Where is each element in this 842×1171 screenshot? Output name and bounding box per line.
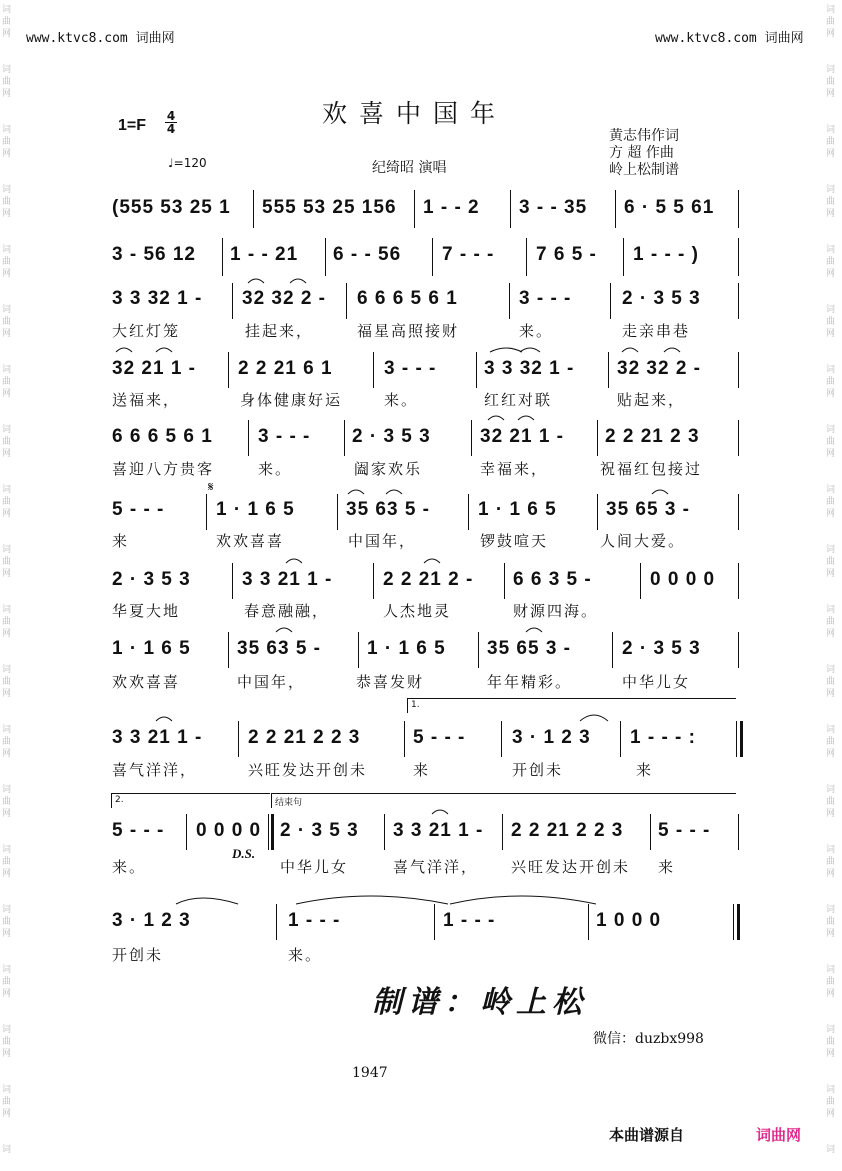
measure: 7 6 5 -: [536, 244, 597, 265]
watermark-char: 词: [826, 425, 836, 435]
measure: 3 - - 35: [519, 197, 588, 218]
measure: 32 21 1 -: [112, 358, 196, 379]
slur: [290, 279, 306, 283]
measure: 2 2 21 6 1: [238, 358, 333, 379]
volta-2-label: 2.: [115, 795, 124, 805]
watermark-char: 网: [2, 89, 12, 99]
measure: 3 3 32 1 -: [484, 358, 575, 379]
segno-sign: 𝄋: [208, 480, 214, 495]
watermark-char: 曲: [2, 137, 12, 147]
slur: [450, 896, 596, 904]
slur: [518, 416, 534, 420]
slur: [622, 348, 638, 352]
measure: 2 · 3 5 3: [622, 288, 701, 309]
watermark-char: 曲: [2, 437, 12, 447]
singer-credit: 纪绮昭 演唱: [372, 160, 447, 176]
watermark-char: 词: [826, 1025, 836, 1035]
lyric-line: 锣鼓喧天: [480, 532, 549, 550]
header-url-left[interactable]: www.ktvc8.com 词曲网: [26, 31, 175, 46]
volta-1-label: 1.: [411, 700, 420, 710]
lyric-line: 来。: [519, 322, 554, 340]
lyric-line: 送福来，: [112, 391, 181, 409]
measure: 35 63 5 -: [237, 638, 321, 659]
lyric-line: 春意融融，: [244, 602, 330, 620]
slur: [248, 279, 264, 283]
lyric-line: 阖家欢乐: [354, 460, 423, 478]
watermark-char: 曲: [826, 1037, 836, 1047]
watermark-char: 网: [2, 809, 12, 819]
watermark-char: 词: [826, 905, 836, 915]
ending-label: 结束句: [275, 798, 303, 808]
watermark-char: 词: [2, 845, 12, 855]
arranger-signature: 制谱：岭上松: [372, 985, 588, 1020]
lyric-line: 来: [413, 761, 431, 779]
lyric-line: 兴旺发达开创未: [511, 858, 631, 876]
page-number: 1947: [352, 1065, 388, 1081]
measure: 3 3 21 1 -: [393, 820, 484, 841]
watermark-char: 词: [826, 965, 836, 975]
watermark-char: 网: [826, 629, 836, 639]
watermark-char: 词: [2, 665, 12, 675]
watermark-char: 网: [2, 29, 12, 39]
lyric-line: 喜气洋洋，: [112, 761, 198, 779]
lyric-line: 喜气洋洋，: [393, 858, 479, 876]
measure: 3 3 32 1 -: [112, 288, 203, 309]
slur: [116, 348, 132, 352]
measure: 1 - - -: [443, 910, 496, 931]
watermark-char: 曲: [826, 1097, 836, 1107]
watermark-char: 曲: [2, 377, 12, 387]
watermark-char: 词: [826, 665, 836, 675]
watermark-char: 曲: [2, 197, 12, 207]
measure: 6 6 6 5 6 1: [112, 426, 213, 447]
watermark-char: 网: [2, 989, 12, 999]
slur: [156, 717, 172, 721]
watermark-char: 曲: [826, 197, 836, 207]
watermark-char: 曲: [826, 17, 836, 27]
time-signature-top: 4: [166, 109, 176, 123]
measure: 0 0 0 0: [650, 569, 716, 590]
tempo-marking: ♩=120: [168, 156, 207, 170]
watermark-char: 词: [2, 1085, 12, 1095]
watermark-char: 词: [826, 125, 836, 135]
watermark-char: 网: [826, 809, 836, 819]
watermark-char: 词: [2, 965, 12, 975]
lyric-line: 恭喜发财: [356, 673, 425, 691]
watermark-char: 曲: [826, 857, 836, 867]
lyric-line: 来。: [384, 391, 419, 409]
measure: 1 · 1 6 5: [478, 499, 557, 520]
watermark-char: 网: [826, 209, 836, 219]
slur: [296, 896, 448, 904]
lyric-line: 人间大爱。: [600, 532, 686, 550]
slur: [348, 490, 364, 494]
watermark-char: 曲: [826, 317, 836, 327]
watermark-char: 曲: [2, 917, 12, 927]
measure: 32 21 1 -: [480, 426, 564, 447]
measure: 2 · 3 5 3: [352, 426, 431, 447]
measure: 555 53 25 156: [262, 197, 397, 218]
watermark-char: 词: [826, 485, 836, 495]
lyric-line: 财源四海。: [513, 602, 599, 620]
watermark-char: 曲: [2, 1097, 12, 1107]
lyric-line: 来。: [288, 946, 323, 964]
measure: 32 32 2 -: [617, 358, 701, 379]
watermark-char: 曲: [826, 677, 836, 687]
watermark-char: 词: [826, 725, 836, 735]
slur: [276, 628, 292, 632]
watermark-char: 网: [2, 689, 12, 699]
measure: 5 - - -: [112, 820, 165, 841]
watermark-char: 曲: [826, 77, 836, 87]
watermark-char: 曲: [826, 497, 836, 507]
watermark-char: 网: [2, 149, 12, 159]
watermark-char: 词: [826, 605, 836, 615]
watermark-char: 词: [2, 425, 12, 435]
watermark-char: 词: [2, 125, 12, 135]
slur: [386, 490, 402, 494]
watermark-char: 词: [826, 1145, 836, 1155]
key-signature: 1=F: [118, 117, 147, 134]
watermark-char: 网: [2, 929, 12, 939]
watermark-char: 曲: [2, 317, 12, 327]
watermark-char: 曲: [2, 557, 12, 567]
lyric-line: 开创未: [512, 761, 564, 779]
watermark-char: 曲: [826, 437, 836, 447]
slur: [526, 628, 542, 632]
lyric-line: 欢欢喜喜: [112, 673, 181, 691]
slur: [652, 490, 668, 494]
lyric-line: 欢欢喜喜: [216, 532, 285, 550]
measure: 2 · 3 5 3: [622, 638, 701, 659]
measure: 2 · 3 5 3: [280, 820, 359, 841]
measure: 1 · 1 6 5: [112, 638, 191, 659]
slur: [432, 810, 448, 814]
measure: 1 - - - :: [630, 727, 696, 748]
watermark-char: 网: [826, 749, 836, 759]
slur: [520, 348, 540, 352]
watermark-char: 网: [2, 389, 12, 399]
measure: 3 - - -: [519, 288, 572, 309]
measure: 6 6 6 5 6 1: [357, 288, 458, 309]
slur: [580, 715, 608, 721]
watermark-char: 网: [826, 869, 836, 879]
watermark-char: 曲: [826, 797, 836, 807]
measure: 5 - - -: [658, 820, 711, 841]
watermark-char: 曲: [826, 977, 836, 987]
watermark-char: 网: [826, 509, 836, 519]
watermark-char: 网: [2, 1109, 12, 1119]
watermark-char: 曲: [2, 17, 12, 27]
watermark-char: 网: [2, 509, 12, 519]
lyric-line: 中国年，: [348, 532, 417, 550]
watermark-char: 曲: [2, 257, 12, 267]
watermark-char: 网: [2, 869, 12, 879]
watermark-char: 词: [826, 845, 836, 855]
watermark-char: 词: [826, 65, 836, 75]
measure: 35 65 3 -: [487, 638, 571, 659]
lyric-line: 大红灯笼: [112, 322, 181, 340]
measure: 6 6 3 5 -: [513, 569, 592, 590]
watermark-char: 词: [2, 305, 12, 315]
watermark-char: 网: [826, 929, 836, 939]
measure: 3 - - -: [258, 426, 311, 447]
wechat-contact: 微信：duzbx998: [593, 1031, 704, 1047]
watermark-char: 网: [2, 629, 12, 639]
lyric-line: 走亲串巷: [622, 322, 691, 340]
lyric-line: 兴旺发达开创未: [248, 761, 368, 779]
song-title: 欢喜中国年: [322, 99, 508, 128]
watermark-char: 网: [826, 329, 836, 339]
watermark-char: 词: [2, 485, 12, 495]
composer-credit: 方 超 作曲: [609, 145, 674, 161]
watermark-char: 网: [826, 689, 836, 699]
measure: 5 - - -: [413, 727, 466, 748]
measure: 2 2 21 2 3: [605, 426, 700, 447]
lyric-line: 挂起来，: [245, 322, 314, 340]
watermark-char: 网: [826, 269, 836, 279]
watermark-char: 词: [826, 785, 836, 795]
watermark-char: 网: [826, 569, 836, 579]
time-signature-bottom: 4: [166, 122, 176, 136]
watermark-char: 曲: [826, 737, 836, 747]
slur: [490, 348, 522, 352]
watermark-char: 曲: [2, 677, 12, 687]
watermark-char: 词: [2, 365, 12, 375]
measure: 1 - - 2: [423, 197, 480, 218]
measure: 6 · 5 5 61: [624, 197, 715, 218]
measure: 1 · 1 6 5: [216, 499, 295, 520]
footer-brand-link[interactable]: 词曲网: [756, 1126, 802, 1144]
watermark-char: 词: [2, 785, 12, 795]
header-url-right[interactable]: www.ktvc8.com 词曲网: [655, 31, 804, 46]
watermark-char: 网: [2, 269, 12, 279]
watermark-char: 曲: [826, 257, 836, 267]
watermark-char: 曲: [2, 1037, 12, 1047]
measure: 3 · 1 2 3: [512, 727, 591, 748]
watermark-char: 词: [826, 185, 836, 195]
measure: (555 53 25 1: [112, 197, 231, 218]
measure: 6 - - 56: [333, 244, 402, 265]
watermark-char: 曲: [826, 917, 836, 927]
measure: 3 3 21 1 -: [112, 727, 203, 748]
measure: 35 65 3 -: [606, 499, 690, 520]
watermark-char: 词: [2, 605, 12, 615]
watermark-char: 词: [826, 545, 836, 555]
measure: 1 · 1 6 5: [367, 638, 446, 659]
watermark-char: 曲: [826, 557, 836, 567]
lyric-line: 红红对联: [484, 391, 553, 409]
watermark-char: 词: [2, 5, 12, 15]
measure: 5 - - -: [112, 499, 165, 520]
watermark-char: 曲: [2, 977, 12, 987]
watermark-char: 网: [826, 989, 836, 999]
watermark-char: 词: [2, 725, 12, 735]
slur: [176, 898, 238, 904]
lyric-line: 中华儿女: [622, 673, 691, 691]
measure: 2 · 3 5 3: [112, 569, 191, 590]
watermark-char: 词: [2, 185, 12, 195]
slur: [664, 348, 680, 352]
watermark-char: 曲: [2, 497, 12, 507]
watermark-char: 词: [2, 1025, 12, 1035]
lyric-line: 中华儿女: [280, 858, 349, 876]
watermark-char: 网: [2, 209, 12, 219]
lyric-line: 来: [658, 858, 676, 876]
lyric-line: 来。: [112, 858, 147, 876]
lyric-line: 年年精彩。: [487, 673, 573, 691]
arranger-credit: 岭上松制谱: [609, 162, 679, 178]
watermark-char: 网: [826, 449, 836, 459]
watermark-char: 词: [2, 245, 12, 255]
watermark-char: 曲: [2, 857, 12, 867]
measure: 2 2 21 2 2 3: [511, 820, 624, 841]
watermark-char: 网: [826, 1049, 836, 1059]
watermark-char: 网: [2, 449, 12, 459]
lyric-line: 人杰地灵: [383, 602, 452, 620]
watermark-char: 曲: [2, 737, 12, 747]
lyric-line: 喜迎八方贵客: [112, 460, 215, 478]
lyric-line: 中国年，: [237, 673, 306, 691]
lyric-line: 来。: [258, 460, 293, 478]
watermark-char: 曲: [2, 77, 12, 87]
watermark-char: 网: [2, 329, 12, 339]
slur: [424, 559, 440, 563]
lyricist-credit: 黄志伟作词: [609, 128, 679, 144]
measure: 3 - - -: [384, 358, 437, 379]
measure: 3 - 56 12: [112, 244, 196, 265]
watermark-char: 词: [826, 1085, 836, 1095]
watermark-char: 网: [826, 89, 836, 99]
watermark-char: 网: [2, 749, 12, 759]
measure: 1 - - 21: [230, 244, 299, 265]
lyric-line: 祝福红包接过: [600, 460, 703, 478]
measure: 2 2 21 2 2 3: [248, 727, 361, 748]
watermark-char: 网: [2, 1049, 12, 1059]
watermark-char: 网: [826, 389, 836, 399]
watermark-char: 词: [826, 5, 836, 15]
watermark-char: 曲: [826, 617, 836, 627]
measure: 3 · 1 2 3: [112, 910, 191, 931]
measure: 1 0 0 0: [596, 910, 662, 931]
watermark-char: 词: [826, 245, 836, 255]
watermark-char: 词: [2, 545, 12, 555]
lyric-line: 身体健康好运: [240, 391, 343, 409]
lyric-line: 幸福来，: [480, 460, 549, 478]
measure: 3 3 21 1 -: [242, 569, 333, 590]
watermark-char: 曲: [826, 377, 836, 387]
watermark-char: 词: [2, 1145, 12, 1155]
measure: 32 32 2 -: [242, 288, 326, 309]
lyric-line: 贴起来，: [617, 391, 686, 409]
measure: 7 - - -: [442, 244, 495, 265]
measure: 2 2 21 2 -: [383, 569, 474, 590]
lyric-line: 福星高照接财: [357, 322, 460, 340]
watermark-char: 曲: [2, 797, 12, 807]
measure: 0 0 0 0: [196, 820, 262, 841]
lyric-line: 来: [636, 761, 654, 779]
measure: 35 63 5 -: [346, 499, 430, 520]
watermark-char: 词: [2, 65, 12, 75]
slur: [488, 416, 504, 420]
measure: 1 - - -: [288, 910, 341, 931]
watermark-char: 网: [826, 1109, 836, 1119]
watermark-char: 网: [826, 149, 836, 159]
watermark-char: 网: [826, 29, 836, 39]
watermark-char: 词: [826, 305, 836, 315]
ds-marking: D.S.: [232, 846, 256, 861]
lyric-line: 来: [112, 532, 130, 550]
watermark-char: 曲: [2, 617, 12, 627]
watermark-char: 网: [2, 569, 12, 579]
slur: [286, 559, 302, 563]
footer-source-label: 本曲谱源自: [609, 1126, 685, 1144]
watermark-char: 词: [826, 365, 836, 375]
lyric-line: 华夏大地: [112, 602, 181, 620]
slur: [156, 348, 172, 352]
measure: 1 - - - ): [633, 244, 699, 265]
watermark-char: 曲: [826, 137, 836, 147]
watermark-char: 词: [2, 905, 12, 915]
lyric-line: 开创未: [112, 946, 164, 964]
